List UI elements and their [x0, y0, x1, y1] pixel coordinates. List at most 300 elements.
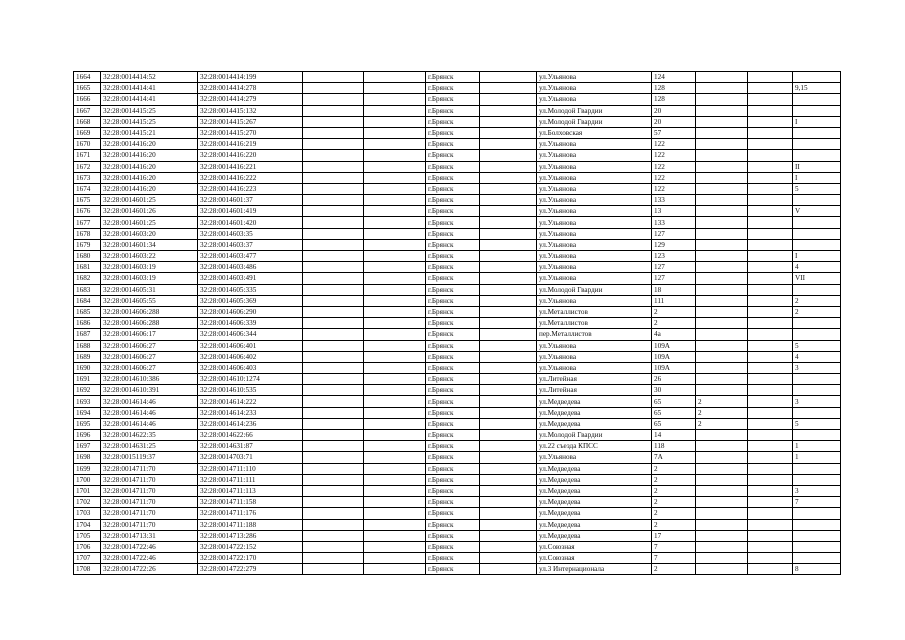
empty-cell-a	[303, 94, 364, 105]
empty-cell-b	[364, 430, 426, 441]
cadastral-object-cell: 32:28:0014603:491	[198, 273, 303, 284]
house-number-cell: 2	[652, 318, 696, 329]
city-cell: г.Брянск	[426, 195, 480, 206]
house-number-cell: 109А	[652, 362, 696, 373]
city-cell: г.Брянск	[426, 306, 480, 317]
apartment-cell	[793, 217, 841, 228]
empty-cell-a	[303, 161, 364, 172]
building-cell	[696, 150, 748, 161]
street-cell: ул.Болховская	[537, 127, 652, 138]
apartment-cell	[793, 284, 841, 295]
building-cell	[696, 83, 748, 94]
empty-cell-d	[748, 217, 793, 228]
empty-cell-a	[303, 150, 364, 161]
table-row	[74, 508, 841, 519]
house-number-cell: 2	[652, 463, 696, 474]
city-cell: г.Брянск	[426, 72, 480, 83]
apartment-cell	[793, 530, 841, 541]
empty-cell-a	[303, 139, 364, 150]
empty-cell-a	[303, 295, 364, 306]
cadastral-object-cell: 32:28:0014606:402	[198, 351, 303, 362]
empty-cell-c	[480, 418, 537, 429]
cadastral-object-cell: 32:28:0014415:270	[198, 127, 303, 138]
house-number-cell: 14	[652, 430, 696, 441]
house-number-cell: 4а	[652, 329, 696, 340]
street-cell: ул.Медведева	[537, 407, 652, 418]
city-cell: г.Брянск	[426, 295, 480, 306]
empty-cell-a	[303, 530, 364, 541]
empty-cell-a	[303, 553, 364, 564]
empty-cell-a	[303, 83, 364, 94]
street-cell: ул.Ульянова	[537, 94, 652, 105]
cadastral-object-cell: 32:28:0014711:113	[198, 485, 303, 496]
empty-cell-a	[303, 430, 364, 441]
building-cell	[696, 553, 748, 564]
cadastral-land-cell: 32:28:0014416:20	[101, 183, 198, 194]
empty-cell-b	[364, 139, 426, 150]
empty-cell-a	[303, 463, 364, 474]
row-number-cell: 1666	[74, 94, 101, 105]
cadastral-object-cell: 32:28:0014711:176	[198, 508, 303, 519]
cadastral-land-cell: 32:28:0014603:22	[101, 251, 198, 262]
apartment-cell	[793, 374, 841, 385]
city-cell: г.Брянск	[426, 273, 480, 284]
row-number-cell: 1687	[74, 329, 101, 340]
empty-cell-a	[303, 127, 364, 138]
table-row	[74, 485, 841, 496]
street-cell: ул.Медведева	[537, 519, 652, 530]
empty-cell-b	[364, 116, 426, 127]
city-cell: г.Брянск	[426, 340, 480, 351]
house-number-cell: 122	[652, 183, 696, 194]
city-cell: г.Брянск	[426, 150, 480, 161]
city-cell: г.Брянск	[426, 206, 480, 217]
apartment-cell	[793, 474, 841, 485]
empty-cell-a	[303, 239, 364, 250]
cadastral-land-cell: 32:28:0014606:27	[101, 340, 198, 351]
empty-cell-d	[748, 295, 793, 306]
empty-cell-d	[748, 463, 793, 474]
row-number-cell: 1692	[74, 385, 101, 396]
empty-cell-b	[364, 463, 426, 474]
street-cell: ул.Медведева	[537, 497, 652, 508]
apartment-cell	[793, 195, 841, 206]
house-number-cell: 122	[652, 161, 696, 172]
empty-cell-a	[303, 374, 364, 385]
city-cell: г.Брянск	[426, 485, 480, 496]
empty-cell-d	[748, 306, 793, 317]
empty-cell-c	[480, 541, 537, 552]
building-cell	[696, 452, 748, 463]
row-number-cell: 1695	[74, 418, 101, 429]
building-cell	[696, 519, 748, 530]
house-number-cell: 20	[652, 105, 696, 116]
empty-cell-b	[364, 519, 426, 530]
apartment-cell: 4	[793, 351, 841, 362]
city-cell: г.Брянск	[426, 508, 480, 519]
row-number-cell: 1682	[74, 273, 101, 284]
street-cell: ул.Медведева	[537, 508, 652, 519]
empty-cell-a	[303, 497, 364, 508]
empty-cell-d	[748, 374, 793, 385]
building-cell	[696, 463, 748, 474]
house-number-cell: 2	[652, 474, 696, 485]
row-number-cell: 1679	[74, 239, 101, 250]
city-cell: г.Брянск	[426, 418, 480, 429]
table-row	[74, 374, 841, 385]
street-cell: ул.Медведева	[537, 474, 652, 485]
house-number-cell: 2	[652, 497, 696, 508]
house-number-cell: 2	[652, 485, 696, 496]
building-cell	[696, 161, 748, 172]
apartment-cell: 5	[793, 183, 841, 194]
city-cell: г.Брянск	[426, 127, 480, 138]
empty-cell-a	[303, 251, 364, 262]
street-cell: ул.3 Интернационала	[537, 564, 652, 575]
empty-cell-b	[364, 183, 426, 194]
empty-cell-d	[748, 161, 793, 172]
empty-cell-b	[364, 83, 426, 94]
empty-cell-b	[364, 306, 426, 317]
cadastral-object-cell: 32:28:0014711:111	[198, 474, 303, 485]
city-cell: г.Брянск	[426, 474, 480, 485]
cadastral-object-cell: 32:28:0014416:219	[198, 139, 303, 150]
apartment-cell: 3	[793, 362, 841, 373]
empty-cell-c	[480, 195, 537, 206]
cadastral-land-cell: 32:28:0014605:55	[101, 295, 198, 306]
building-cell	[696, 541, 748, 552]
table-row	[74, 396, 841, 407]
empty-cell-c	[480, 206, 537, 217]
building-cell	[696, 340, 748, 351]
empty-cell-d	[748, 452, 793, 463]
cadastral-object-cell: 32:28:0014711:110	[198, 463, 303, 474]
street-cell: ул.Ульянова	[537, 273, 652, 284]
empty-cell-c	[480, 217, 537, 228]
empty-cell-b	[364, 94, 426, 105]
empty-cell-c	[480, 183, 537, 194]
city-cell: г.Брянск	[426, 83, 480, 94]
table-row	[74, 497, 841, 508]
empty-cell-c	[480, 396, 537, 407]
building-cell	[696, 362, 748, 373]
cadastral-land-cell: 32:28:0014614:46	[101, 396, 198, 407]
apartment-cell: 9,15	[793, 83, 841, 94]
table-row	[74, 318, 841, 329]
empty-cell-d	[748, 172, 793, 183]
empty-cell-b	[364, 251, 426, 262]
city-cell: г.Брянск	[426, 105, 480, 116]
table-row	[74, 239, 841, 250]
row-number-cell: 1704	[74, 519, 101, 530]
street-cell: ул.Медведева	[537, 418, 652, 429]
house-number-cell: 111	[652, 295, 696, 306]
apartment-cell: 3	[793, 396, 841, 407]
empty-cell-c	[480, 474, 537, 485]
row-number-cell: 1685	[74, 306, 101, 317]
apartment-cell	[793, 329, 841, 340]
empty-cell-d	[748, 127, 793, 138]
empty-cell-d	[748, 385, 793, 396]
apartment-cell: 7	[793, 497, 841, 508]
street-cell: ул.Ульянова	[537, 139, 652, 150]
house-number-cell: 127	[652, 273, 696, 284]
row-number-cell: 1668	[74, 116, 101, 127]
empty-cell-d	[748, 485, 793, 496]
table-row	[74, 273, 841, 284]
cadastral-land-cell: 32:28:0014711:70	[101, 519, 198, 530]
cadastral-object-cell: 32:28:0014614:236	[198, 418, 303, 429]
apartment-cell	[793, 150, 841, 161]
apartment-cell: II	[793, 161, 841, 172]
row-number-cell: 1675	[74, 195, 101, 206]
empty-cell-c	[480, 284, 537, 295]
cadastral-object-cell: 32:28:0014711:188	[198, 519, 303, 530]
empty-cell-d	[748, 441, 793, 452]
apartment-cell: 5	[793, 418, 841, 429]
city-cell: г.Брянск	[426, 564, 480, 575]
house-number-cell: 65	[652, 396, 696, 407]
building-cell	[696, 430, 748, 441]
cadastral-land-cell: 32:28:0014606:17	[101, 329, 198, 340]
building-cell	[696, 239, 748, 250]
cadastral-object-cell: 32:28:0014415:132	[198, 105, 303, 116]
empty-cell-d	[748, 519, 793, 530]
row-number-cell: 1707	[74, 553, 101, 564]
row-number-cell: 1676	[74, 206, 101, 217]
city-cell: г.Брянск	[426, 396, 480, 407]
row-number-cell: 1702	[74, 497, 101, 508]
building-cell	[696, 217, 748, 228]
table-row	[74, 362, 841, 373]
cadastral-land-cell: 32:28:0014722:46	[101, 541, 198, 552]
city-cell: г.Брянск	[426, 351, 480, 362]
empty-cell-a	[303, 228, 364, 239]
apartment-cell: 3	[793, 485, 841, 496]
house-number-cell: 13	[652, 206, 696, 217]
row-number-cell: 1686	[74, 318, 101, 329]
table-row	[74, 553, 841, 564]
apartment-cell	[793, 407, 841, 418]
cadastral-land-cell: 32:28:0014722:26	[101, 564, 198, 575]
empty-cell-d	[748, 83, 793, 94]
building-cell	[696, 172, 748, 183]
street-cell: ул.Ульянова	[537, 217, 652, 228]
empty-cell-b	[364, 273, 426, 284]
empty-cell-c	[480, 351, 537, 362]
empty-cell-c	[480, 239, 537, 250]
street-cell: ул.Литейная	[537, 385, 652, 396]
house-number-cell: 26	[652, 374, 696, 385]
house-number-cell: 7	[652, 541, 696, 552]
street-cell: ул.Молодой Гвардии	[537, 116, 652, 127]
empty-cell-c	[480, 83, 537, 94]
street-cell: ул.Ульянова	[537, 362, 652, 373]
empty-cell-d	[748, 351, 793, 362]
street-cell: ул.Медведева	[537, 485, 652, 496]
cadastral-object-cell: 32:28:0014606:339	[198, 318, 303, 329]
empty-cell-d	[748, 396, 793, 407]
cadastral-object-cell: 32:28:0014614:233	[198, 407, 303, 418]
cadastral-object-cell: 32:28:0014610:535	[198, 385, 303, 396]
empty-cell-d	[748, 497, 793, 508]
cadastral-object-cell: 32:28:0014414:199	[198, 72, 303, 83]
cadastral-land-cell: 32:28:0014606:288	[101, 306, 198, 317]
city-cell: г.Брянск	[426, 407, 480, 418]
cadastral-land-cell: 32:28:0014601:34	[101, 239, 198, 250]
cadastral-land-cell: 32:28:0014610:386	[101, 374, 198, 385]
cadastral-land-cell: 32:28:0014601:25	[101, 195, 198, 206]
house-number-cell: 30	[652, 385, 696, 396]
row-number-cell: 1699	[74, 463, 101, 474]
cadastral-land-cell: 32:28:0014601:25	[101, 217, 198, 228]
empty-cell-a	[303, 564, 364, 575]
cadastral-object-cell: 32:28:0014603:37	[198, 239, 303, 250]
empty-cell-c	[480, 295, 537, 306]
table-row	[74, 295, 841, 306]
empty-cell-d	[748, 273, 793, 284]
street-cell: ул.Металлистов	[537, 306, 652, 317]
empty-cell-a	[303, 306, 364, 317]
row-number-cell: 1671	[74, 150, 101, 161]
cadastral-land-cell: 32:28:0014713:31	[101, 530, 198, 541]
city-cell: г.Брянск	[426, 441, 480, 452]
empty-cell-b	[364, 396, 426, 407]
empty-cell-b	[364, 295, 426, 306]
empty-cell-c	[480, 485, 537, 496]
cadastral-land-cell: 32:28:0014416:20	[101, 172, 198, 183]
empty-cell-b	[364, 530, 426, 541]
empty-cell-a	[303, 195, 364, 206]
empty-cell-d	[748, 329, 793, 340]
cadastral-land-cell: 32:28:0014416:20	[101, 161, 198, 172]
table-row	[74, 116, 841, 127]
empty-cell-d	[748, 362, 793, 373]
house-number-cell: 2	[652, 564, 696, 575]
empty-cell-b	[364, 362, 426, 373]
apartment-cell	[793, 318, 841, 329]
empty-cell-b	[364, 553, 426, 564]
empty-cell-d	[748, 430, 793, 441]
empty-cell-d	[748, 508, 793, 519]
empty-cell-c	[480, 508, 537, 519]
empty-cell-a	[303, 284, 364, 295]
street-cell: ул.Медведева	[537, 396, 652, 407]
house-number-cell: 133	[652, 217, 696, 228]
apartment-cell: 2	[793, 306, 841, 317]
table-row	[74, 251, 841, 262]
table-row	[74, 228, 841, 239]
apartment-cell: VII	[793, 273, 841, 284]
empty-cell-a	[303, 206, 364, 217]
empty-cell-d	[748, 72, 793, 83]
empty-cell-d	[748, 407, 793, 418]
cadastral-land-cell: 32:28:0014415:21	[101, 127, 198, 138]
row-number-cell: 1681	[74, 262, 101, 273]
empty-cell-a	[303, 474, 364, 485]
empty-cell-a	[303, 105, 364, 116]
cadastral-object-cell: 32:28:0014622:66	[198, 430, 303, 441]
empty-cell-b	[364, 418, 426, 429]
empty-cell-c	[480, 161, 537, 172]
empty-cell-d	[748, 284, 793, 295]
cadastral-land-cell: 32:28:0014605:31	[101, 284, 198, 295]
building-cell	[696, 251, 748, 262]
row-number-cell: 1708	[74, 564, 101, 575]
empty-cell-d	[748, 418, 793, 429]
street-cell: ул.Металлистов	[537, 318, 652, 329]
empty-cell-b	[364, 407, 426, 418]
empty-cell-c	[480, 72, 537, 83]
row-number-cell: 1693	[74, 396, 101, 407]
table-row	[74, 83, 841, 94]
cadastral-land-cell: 32:28:0014711:70	[101, 497, 198, 508]
empty-cell-c	[480, 430, 537, 441]
table-row	[74, 195, 841, 206]
empty-cell-b	[364, 239, 426, 250]
apartment-cell: 1	[793, 441, 841, 452]
row-number-cell: 1703	[74, 508, 101, 519]
building-cell	[696, 139, 748, 150]
city-cell: г.Брянск	[426, 541, 480, 552]
house-number-cell: 109А	[652, 340, 696, 351]
building-cell	[696, 284, 748, 295]
empty-cell-a	[303, 262, 364, 273]
house-number-cell: 18	[652, 284, 696, 295]
empty-cell-b	[364, 127, 426, 138]
cadastral-land-cell: 32:28:0014416:20	[101, 139, 198, 150]
empty-cell-c	[480, 362, 537, 373]
house-number-cell: 129	[652, 239, 696, 250]
row-number-cell: 1689	[74, 351, 101, 362]
street-cell: ул.Ульянова	[537, 351, 652, 362]
cadastral-object-cell: 32:28:0014722:152	[198, 541, 303, 552]
city-cell: г.Брянск	[426, 139, 480, 150]
house-number-cell: 65	[652, 418, 696, 429]
empty-cell-a	[303, 418, 364, 429]
city-cell: г.Брянск	[426, 519, 480, 530]
city-cell: г.Брянск	[426, 362, 480, 373]
table-row	[74, 329, 841, 340]
empty-cell-b	[364, 161, 426, 172]
apartment-cell	[793, 430, 841, 441]
row-number-cell: 1706	[74, 541, 101, 552]
empty-cell-a	[303, 273, 364, 284]
cadastral-object-cell: 32:28:0014603:35	[198, 228, 303, 239]
table-row	[74, 463, 841, 474]
building-cell: 2	[696, 407, 748, 418]
street-cell: ул.Ульянова	[537, 206, 652, 217]
empty-cell-a	[303, 485, 364, 496]
cadastral-land-cell: 32:28:0014711:70	[101, 463, 198, 474]
street-cell: ул.Ульянова	[537, 172, 652, 183]
city-cell: г.Брянск	[426, 318, 480, 329]
house-number-cell: 133	[652, 195, 696, 206]
row-number-cell: 1664	[74, 72, 101, 83]
street-cell: ул.Ульянова	[537, 195, 652, 206]
empty-cell-a	[303, 351, 364, 362]
cadastral-object-cell: 32:28:0014631:87	[198, 441, 303, 452]
empty-cell-d	[748, 150, 793, 161]
empty-cell-b	[364, 329, 426, 340]
empty-cell-d	[748, 139, 793, 150]
empty-cell-d	[748, 239, 793, 250]
city-cell: г.Брянск	[426, 228, 480, 239]
register-table-body	[74, 72, 841, 575]
empty-cell-b	[364, 497, 426, 508]
apartment-cell: 2	[793, 295, 841, 306]
empty-cell-c	[480, 329, 537, 340]
